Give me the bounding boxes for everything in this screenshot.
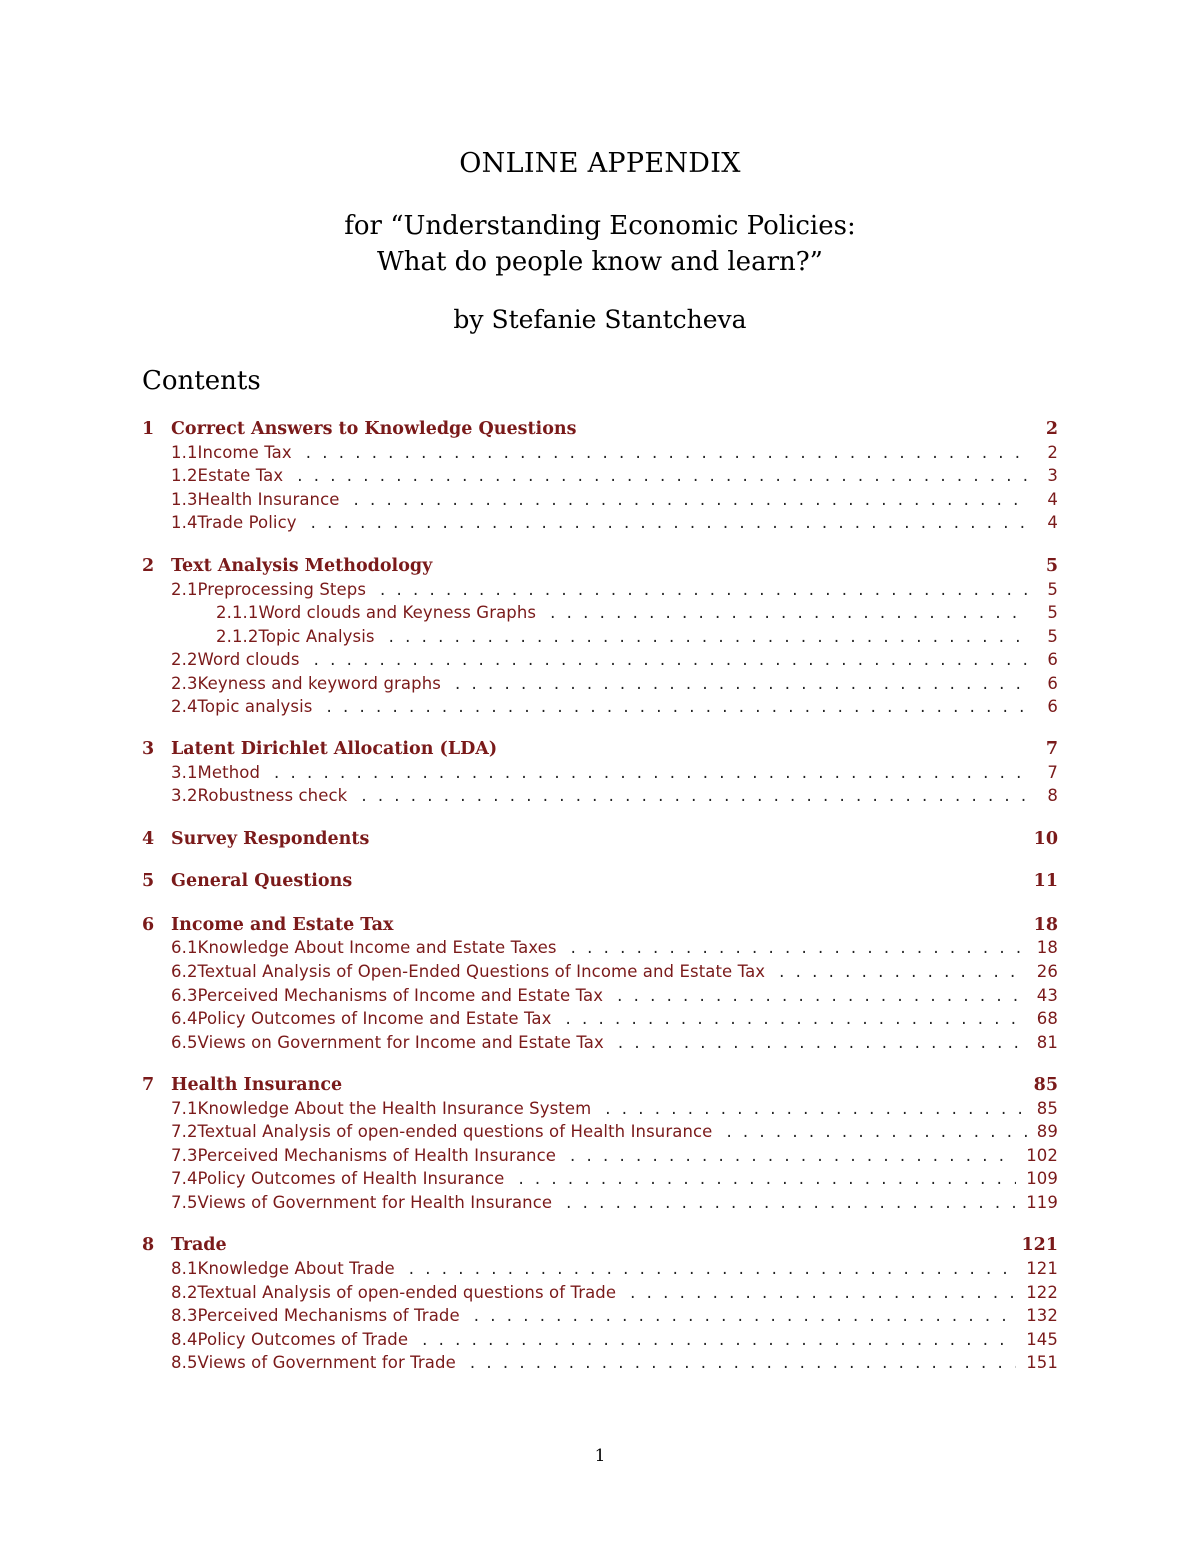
toc-entry-number: 7.3 [171,1146,198,1165]
toc-subsection-entry[interactable] [142,697,1058,716]
toc-subsection-entry[interactable] [142,1306,1058,1325]
toc-section-entry[interactable] [142,829,1058,849]
toc-entry-page: 43 [1036,986,1058,1005]
toc-entry-page: 85 [1033,1075,1058,1095]
toc-entry-number: 8.4 [171,1330,198,1349]
toc-entry-page: 2 [1045,419,1058,439]
toc-dot-leader [455,674,1028,693]
toc-entry-number: 1 [142,419,155,439]
toc-entry-page: 122 [1026,1283,1058,1302]
toc-entry-page: 8 [1047,786,1058,805]
toc-subsection-entry[interactable] [142,1099,1058,1118]
toc-entry-number: 2.2 [171,650,198,669]
toc-dot-leader [409,1259,1016,1278]
toc-entry-page: 26 [1036,962,1058,981]
toc-dot-leader [311,513,1028,532]
toc-dot-leader [605,1099,1027,1118]
toc-entry-page: 132 [1026,1306,1058,1325]
toc-entry-page: 6 [1047,674,1058,693]
toc-entry-number: 8 [142,1235,155,1255]
toc-entry-title: Policy Outcomes of Trade [197,1330,409,1349]
toc-entry-title: Preprocessing Steps [197,580,367,599]
toc-dot-leader [630,1283,1016,1302]
paper-title-line-1: for “Understanding Economic Policies: [344,211,856,241]
toc-dot-leader [566,1193,1016,1212]
toc-section-entry[interactable] [142,871,1058,891]
toc-entry-page: 81 [1036,1033,1058,1052]
toc-entry-title: Trade Policy [197,513,297,532]
toc-entry-number: 2.1.2 [216,627,259,646]
toc-entry-title: Correct Answers to Knowledge Questions [171,419,577,439]
toc-entry-page: 119 [1026,1193,1058,1212]
toc-entry-title: Textual Analysis of open-ended questions of Health Insurance [197,1122,713,1141]
toc-dot-leader [422,1330,1016,1349]
toc-subsection-entry[interactable] [142,580,1058,599]
toc-dot-leader [618,1033,1027,1052]
toc-entry-page: 109 [1026,1169,1058,1188]
toc-subsection-entry[interactable] [142,1259,1058,1278]
toc-dot-leader [380,580,1028,599]
toc-entry-page: 5 [1047,627,1058,646]
toc-entry-number: 8.1 [171,1259,198,1278]
toc-entry-title: Perceived Mechanisms of Trade [197,1306,460,1325]
toc-entry-title: Policy Outcomes of Income and Estate Tax [197,1009,552,1028]
toc-subsection-entry[interactable] [142,986,1058,1005]
toc-subsection-entry[interactable] [142,650,1058,669]
toc-subsection-entry[interactable] [142,763,1058,782]
toc-subsection-entry[interactable] [142,1353,1058,1372]
toc-entry-page: 6 [1047,697,1058,716]
toc-entry-number: 6 [142,915,155,935]
toc-entry-number: 6.4 [171,1009,198,1028]
toc-entry-number: 2.1 [171,580,198,599]
toc-entry-number: 2 [142,556,155,576]
toc-entry-number: 2.1.1 [216,603,259,622]
toc-entry-page: 68 [1036,1009,1058,1028]
toc-subsection-entry[interactable] [142,490,1058,509]
toc-entry-title: Word clouds [197,650,300,669]
toc-subsection-entry[interactable] [142,1193,1058,1212]
toc-dot-leader [327,697,1029,716]
toc-subsection-entry[interactable] [142,938,1058,957]
toc-entry-number: 5 [142,871,155,891]
toc-entry-page: 18 [1033,915,1058,935]
toc-entry-page: 18 [1036,938,1058,957]
page-number: 1 [594,1446,606,1466]
toc-section-entry[interactable] [142,915,1058,935]
toc-subsection-entry[interactable] [142,1009,1058,1028]
toc-entry-title: Word clouds and Keyness Graphs [258,603,537,622]
toc-entry-title: Knowledge About Income and Estate Taxes [197,938,557,957]
toc-entry-number: 6.1 [171,938,198,957]
toc-entry-number: 7.5 [171,1193,198,1212]
toc-dot-leader [726,1122,1026,1141]
toc-entry-number: 1.3 [171,490,198,509]
toc-entry-title: Method [197,763,261,782]
toc-entry-number: 3 [142,739,155,759]
toc-entry-page: 3 [1047,466,1058,485]
toc-dot-leader [518,1169,1016,1188]
toc-entry-number: 1.4 [171,513,198,532]
toc-entry-page: 10 [1033,829,1058,849]
toc-entry-page: 102 [1026,1146,1058,1165]
toc-entry-title: Trade [171,1235,227,1255]
toc-entry-number: 6.2 [171,962,198,981]
toc-entry-page: 4 [1047,513,1058,532]
toc-entry-title: Text Analysis Methodology [171,556,433,576]
toc-entry-page: 6 [1047,650,1058,669]
toc-entry-title: Policy Outcomes of Health Insurance [197,1169,505,1188]
toc-subsection-entry[interactable] [142,443,1058,462]
toc-entry-number: 6.5 [171,1033,198,1052]
author-line: by Stefanie Stantcheva [453,305,747,334]
toc-entry-title: Survey Respondents [171,829,370,849]
toc-dot-leader [474,1306,1016,1325]
toc-entry-title: Views of Government for Health Insurance [197,1193,553,1212]
toc-dot-leader [297,466,1028,485]
toc-subsection-entry[interactable] [142,962,1058,981]
toc-entry-title: Perceived Mechanisms of Income and Estate Tax [197,986,604,1005]
toc-dot-leader [617,986,1027,1005]
toc-entry-page: 2 [1047,443,1058,462]
toc-dot-leader [570,1146,1016,1165]
toc-dot-leader [354,490,1028,509]
toc-entry-title: Keyness and keyword graphs [197,674,441,693]
toc-entry-number: 3.1 [171,763,198,782]
toc-entry-number: 6.3 [171,986,198,1005]
toc-subsection-entry[interactable] [142,1146,1058,1165]
toc-entry-number: 3.2 [171,786,198,805]
toc-dot-leader [566,1009,1027,1028]
toc-section-entry[interactable] [142,739,1058,759]
toc-entry-title: Perceived Mechanisms of Health Insurance [197,1146,557,1165]
toc-entry-title: Robustness check [197,786,348,805]
toc-entry-number: 1.2 [171,466,198,485]
toc-entry-page: 89 [1036,1122,1058,1141]
toc-entry-page: 11 [1033,871,1058,891]
toc-entry-title: Estate Tax [197,466,284,485]
toc-subsection-entry[interactable] [142,674,1058,693]
paper-title-line-2: What do people know and learn?” [377,247,823,277]
toc-subsection-entry[interactable] [142,1122,1058,1141]
toc-dot-leader [571,938,1027,957]
toc-entry-title: General Questions [171,871,353,891]
toc-entry-number: 1.1 [171,443,198,462]
toc-entry-number: 7.4 [171,1169,198,1188]
toc-dot-leader [306,443,1028,462]
toc-entry-page: 5 [1047,603,1058,622]
toc-entry-number: 8.3 [171,1306,198,1325]
toc-subsection-entry[interactable] [142,627,1058,646]
toc-subsection-entry[interactable] [142,603,1058,622]
toc-entry-number: 8.5 [171,1353,198,1372]
toc-entry-title: Textual Analysis of Open-Ended Questions of Income and Estate Tax [197,962,766,981]
toc-entry-title: Topic analysis [197,697,313,716]
toc-entry-title: Income and Estate Tax [171,915,394,935]
toc-entry-title: Income Tax [197,443,292,462]
toc-entry-number: 7.1 [171,1099,198,1118]
toc-entry-title: Topic Analysis [258,627,375,646]
toc-dot-leader [314,650,1028,669]
toc-subsection-entry[interactable] [142,1033,1058,1052]
toc-dot-leader [550,603,1028,622]
contents-heading: Contents [142,366,261,396]
toc-dot-leader [274,763,1028,782]
toc-entry-title: Health Insurance [171,1075,343,1095]
toc-section-entry[interactable] [142,419,1058,439]
toc-section-entry[interactable] [142,1075,1058,1095]
toc-entry-title: Views of Government for Trade [197,1353,456,1372]
toc-subsection-entry[interactable] [142,1169,1058,1188]
toc-dot-leader [361,786,1028,805]
toc-entry-number: 8.2 [171,1283,198,1302]
toc-entry-page: 7 [1047,763,1058,782]
toc-entry-title: Latent Dirichlet Allocation (LDA) [171,739,498,759]
toc-entry-title: Knowledge About the Health Insurance System [197,1099,592,1118]
toc-entry-page: 7 [1045,739,1058,759]
toc-entry-number: 4 [142,829,155,849]
toc-dot-leader [470,1353,1016,1372]
toc-subsection-entry[interactable] [142,1283,1058,1302]
toc-entry-page: 4 [1047,490,1058,509]
toc-subsection-entry[interactable] [142,1330,1058,1349]
toc-entry-page: 151 [1026,1353,1058,1372]
toc-entry-page: 5 [1047,580,1058,599]
toc-section-entry[interactable] [142,556,1058,576]
toc-entry-title: Views on Government for Income and Estate Tax [197,1033,604,1052]
toc-entry-number: 2.3 [171,674,198,693]
toc-entry-title: Knowledge About Trade [197,1259,395,1278]
toc-entry-number: 7 [142,1075,155,1095]
toc-entry-page: 121 [1026,1259,1058,1278]
toc-entry-title: Health Insurance [197,490,340,509]
toc-dot-leader [389,627,1028,646]
toc-entry-page: 121 [1021,1235,1058,1255]
toc-subsection-entry[interactable] [142,466,1058,485]
appendix-title: ONLINE APPENDIX [459,148,741,179]
toc-subsection-entry[interactable] [142,786,1058,805]
toc-section-entry[interactable] [142,1235,1058,1255]
toc-dot-leader [779,962,1027,981]
toc-entry-number: 7.2 [171,1122,198,1141]
toc-entry-page: 85 [1036,1099,1058,1118]
toc-subsection-entry[interactable] [142,513,1058,532]
toc-entry-title: Textual Analysis of open-ended questions of Trade [197,1283,617,1302]
toc-entry-number: 2.4 [171,697,198,716]
toc-entry-page: 145 [1026,1330,1058,1349]
toc-entry-page: 5 [1045,556,1058,576]
